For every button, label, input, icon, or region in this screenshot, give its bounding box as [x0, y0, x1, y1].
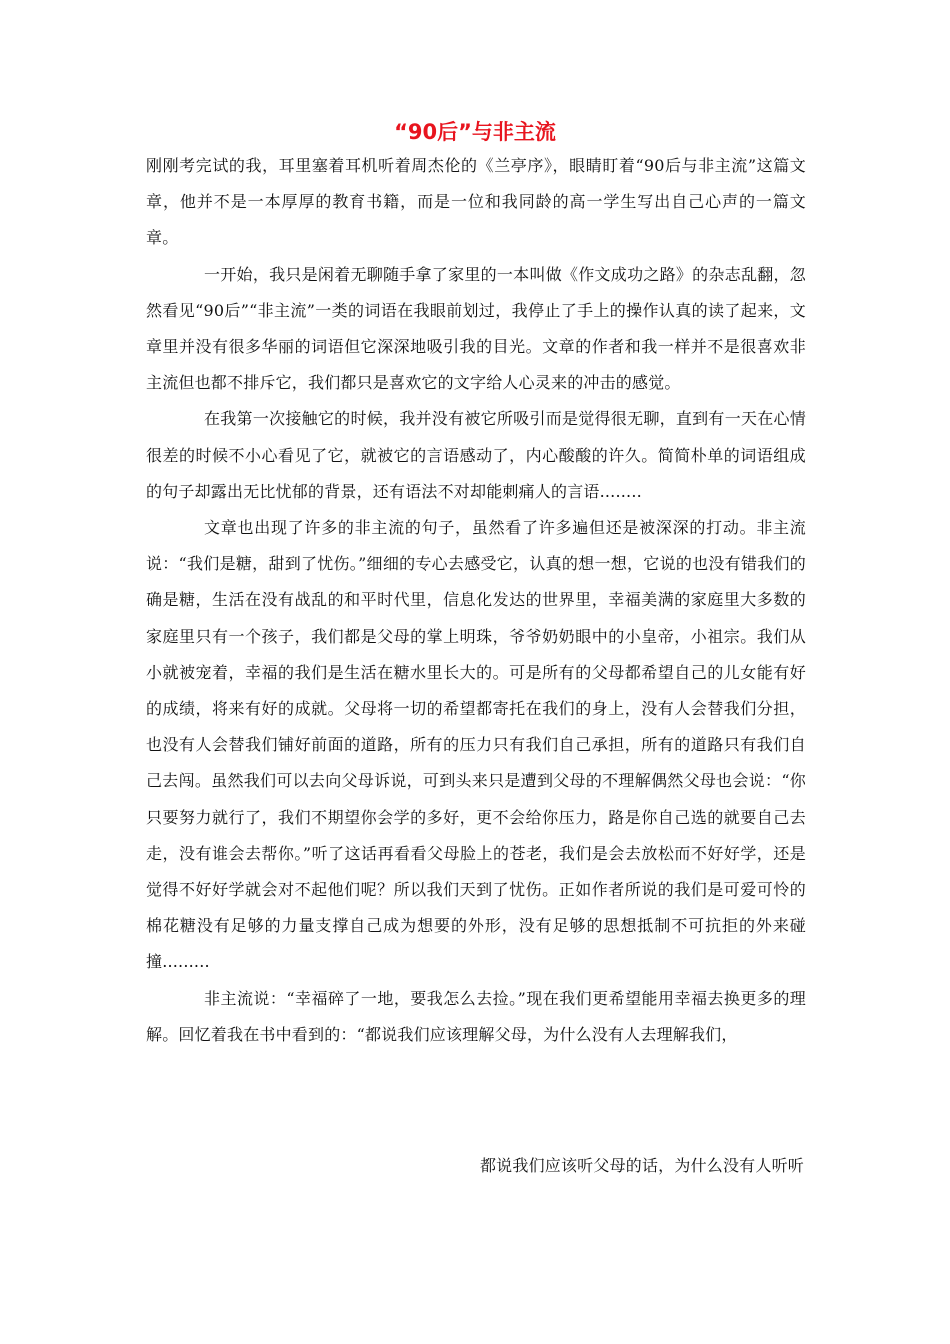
paragraph-5: 非主流说：“幸福碎了一地，要我怎么去捡。”现在我们更希望能用幸福去换更多的理解。回忆着我在书中看到的：“都说我们应该理解父母，为什么没有人去理解我们， [146, 988, 806, 1044]
article-body [146, 148, 806, 1053]
article-title: “90后”与非主流 [394, 120, 556, 144]
paragraph-4: 文章也出现了许多的非主流的句子，虽然看了许多遍但还是被深深的打动。非主流说：“我们是糖，甜到了忧伤。”细细的专心去感受它，认真的想一想，它说的也没有错我们的确是糖，生活在没有战乱的和平时代里，信息化发达的世界里，幸福美满的家庭里大多数的家庭里只有一个孩子，我们都是父母的掌上明珠，爷爷奶奶眼中的小皇帝，小祖宗。我们从小就被宠着，幸福的我们是生活在糖水里长大的。可是所有的父母都希望自己的儿女能有好的成绩，将来有好的成就。父母将一切的希望都寄托在我们的身上，没有人会替我们分担，也没有人会替我们铺好前面的道路，所有的压力只有我们自己承担，所有的道路只有我们自己去闯。虽然我们可以去向父母诉说，可到头来只是遭到父母的不理解偶然父母也会说：“你只要努力就行了，我们不期望你会学的多好，更不会给你压力，路是你自己选的就要自己去走，没有谁会去帮你。”听了这话再看看父母脸上的苍老，我们是会去放松而不好好学，还是觉得不好好学就会对不起他们呢？所以我们天到了忧伤。正如作者所说的我们是可爱可怜的棉花糖没有足够的力量支撑自己成为想要的外形，没有足够的思想抵制不可抗拒的外来碰撞......... [146, 518, 806, 972]
paragraph-2: 一开始，我只是闲着无聊随手拿了家里的一本叫做《作文成功之路》的杂志乱翻，忽然看见“90后”“非主流”一类的词语在我眼前划过，我停止了手上的操作认真的读了起来，文章里并没有很多华丽的词语但它深深地吸引我的目光。文章的作者和我一样并不是很喜欢非主流但也都不排斥它，我们都只是喜欢它的文字给人心灵来的冲击的感觉。 [146, 264, 806, 393]
paragraph-1: 刚刚考完试的我，耳里塞着耳机听着周杰伦的《兰亭序》，眼睛盯着“90后与非主流”这篇文章，他并不是一本厚厚的教育书籍，而是一位和我同龄的高一学生写出自己心声的一篇文章。 [146, 156, 806, 248]
paragraph-3: 在我第一次接触它的时候，我并没有被它所吸引而是觉得很无聊，直到有一天在心情很差的时候不小心看见了它，就被它的言语感动了，内心酸酸的许久。简简朴单的词语组成的句子却露出无比忧郁的背景，还有语法不对却能刺痛人的言语........ [146, 409, 806, 501]
trailing-line: 都说我们应该听父母的话，为什么没有人听听 [479, 1156, 804, 1175]
